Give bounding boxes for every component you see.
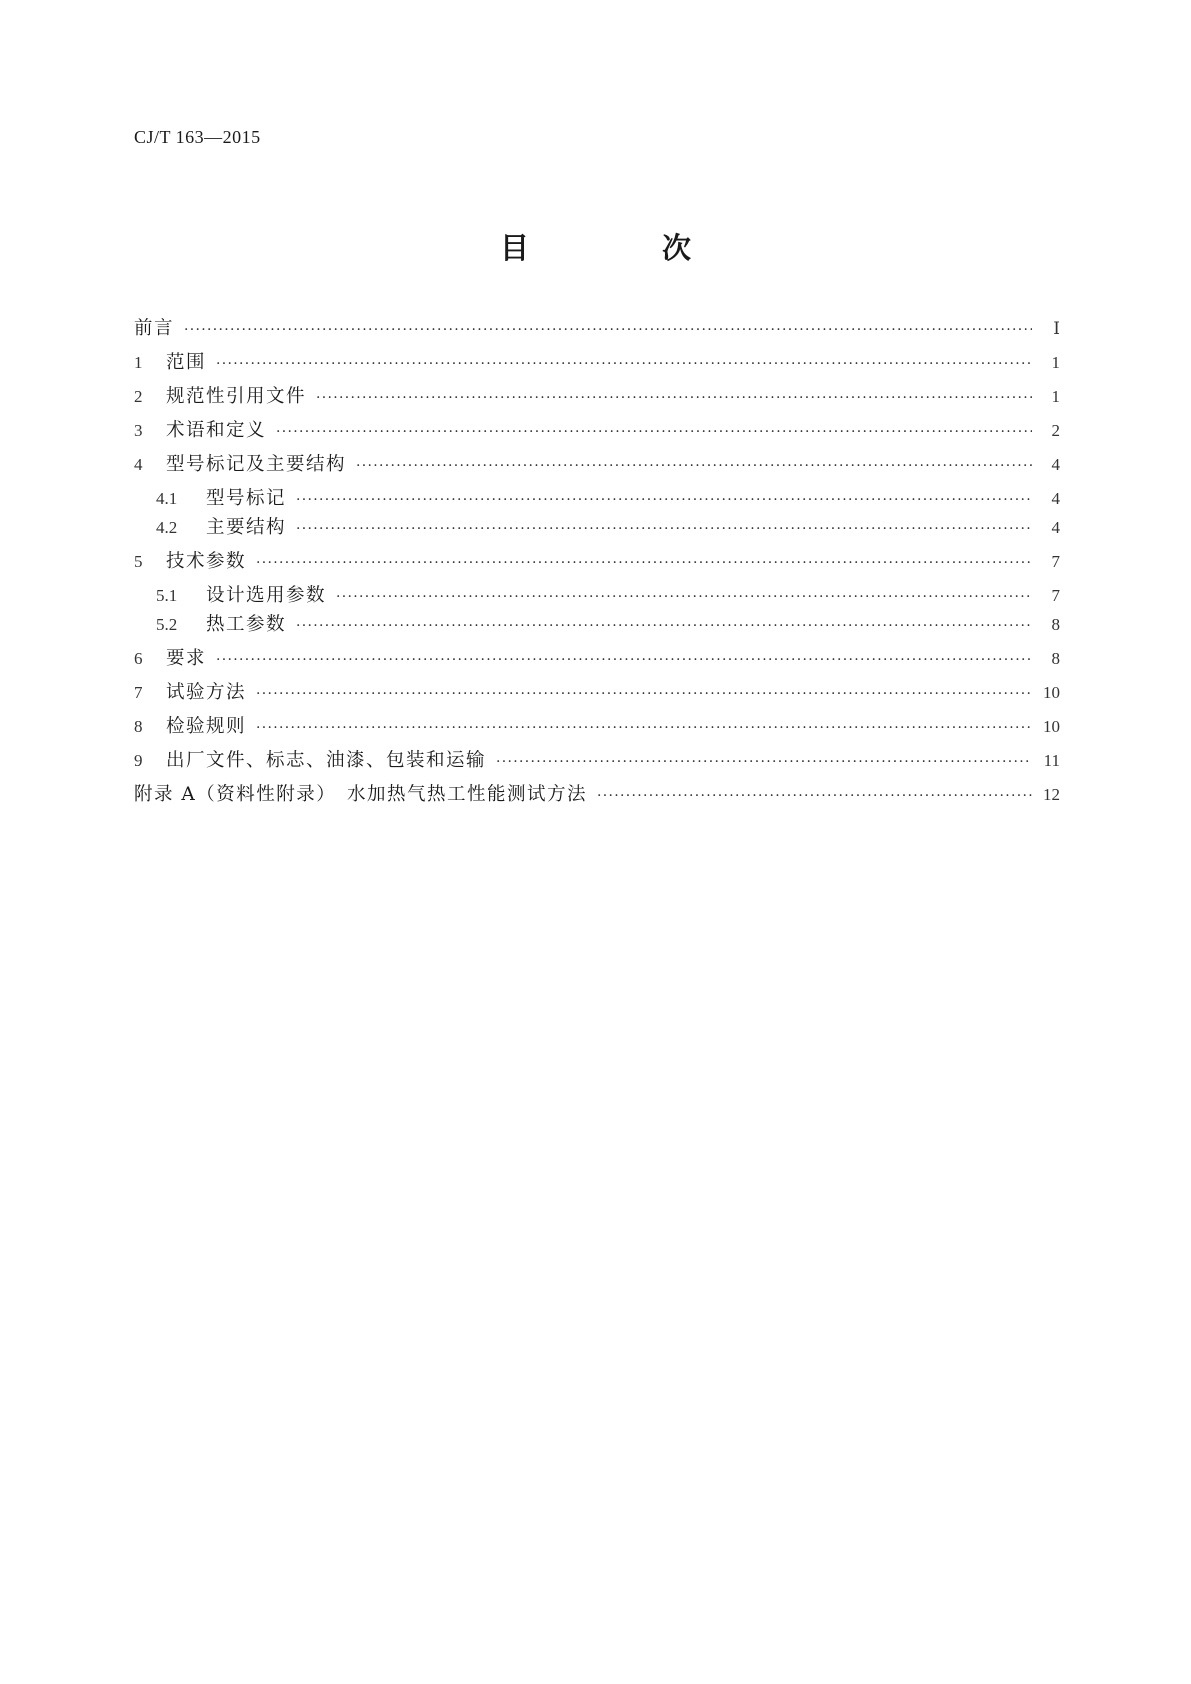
leader-dots bbox=[216, 646, 1032, 674]
leader-dots bbox=[597, 782, 1032, 810]
toc-entry-page: 4 bbox=[1051, 489, 1060, 508]
toc-entry-number: 4.2 bbox=[156, 518, 178, 537]
toc-entry-page: 8 bbox=[1051, 649, 1060, 668]
leader-dots bbox=[336, 583, 1032, 611]
leader-dots bbox=[296, 612, 1032, 640]
leader-dots bbox=[256, 714, 1032, 742]
toc-entry-label: 要求 bbox=[166, 648, 207, 669]
toc-entry-2[interactable] bbox=[134, 383, 1060, 411]
toc-entry-label: 前言 bbox=[134, 318, 175, 339]
toc-entry-5-1[interactable] bbox=[156, 582, 1060, 610]
toc-entry-label: 范围 bbox=[166, 352, 207, 373]
leader-dots bbox=[276, 418, 1032, 446]
toc-entry-number: 7 bbox=[134, 683, 143, 702]
toc-entry-label: 技术参数 bbox=[166, 551, 247, 572]
toc-entry-1[interactable] bbox=[134, 349, 1060, 377]
toc-entry-appendix-a[interactable] bbox=[134, 781, 1060, 809]
toc-entry-6[interactable] bbox=[134, 645, 1060, 673]
toc-entry-label: 热工参数 bbox=[206, 614, 287, 635]
toc-entry-page: 11 bbox=[1043, 751, 1060, 770]
toc-entry-7[interactable] bbox=[134, 679, 1060, 707]
leader-dots bbox=[356, 452, 1032, 480]
toc-entry-number: 3 bbox=[134, 421, 143, 440]
toc-entry-number: 4.1 bbox=[156, 489, 178, 508]
toc-entry-number: 8 bbox=[134, 717, 143, 736]
toc-entry-label: 出厂文件、标志、油漆、包装和运输 bbox=[166, 750, 487, 771]
toc-entry-page: Ⅰ bbox=[1053, 319, 1060, 338]
toc-entry-page: 8 bbox=[1051, 615, 1060, 634]
toc-entry-number: 4 bbox=[134, 455, 143, 474]
toc-entry-page: 2 bbox=[1051, 421, 1060, 440]
toc-entry-label: 主要结构 bbox=[206, 517, 287, 538]
toc-entry-number: 5 bbox=[134, 552, 143, 571]
toc-entry-4[interactable] bbox=[134, 451, 1060, 479]
toc-entry-4-2[interactable] bbox=[156, 514, 1060, 542]
leader-dots bbox=[184, 316, 1032, 344]
toc-entry-page: 7 bbox=[1051, 552, 1060, 571]
leader-dots bbox=[256, 549, 1032, 577]
toc-entry-number: 1 bbox=[134, 353, 143, 372]
toc-entry-number: 5.1 bbox=[156, 586, 178, 605]
toc-entry-page: 4 bbox=[1051, 455, 1060, 474]
toc-entry-label: 试验方法 bbox=[166, 682, 247, 703]
toc-entry-foreword[interactable] bbox=[134, 315, 1060, 343]
toc-entry-page: 1 bbox=[1051, 387, 1060, 406]
toc-entry-label: 设计选用参数 bbox=[206, 585, 327, 606]
toc-entry-label: 型号标记 bbox=[206, 488, 287, 509]
toc-entry-8[interactable] bbox=[134, 713, 1060, 741]
toc-entry-5-2[interactable] bbox=[156, 611, 1060, 639]
toc-entry-label: 检验规则 bbox=[166, 716, 247, 737]
leader-dots bbox=[296, 486, 1032, 514]
toc-title: 目 次 bbox=[499, 231, 743, 265]
toc-entry-number: 9 bbox=[134, 751, 143, 770]
toc-entry-label: 规范性引用文件 bbox=[166, 386, 307, 407]
toc-entry-label: 附录 A（资料性附录） 水加热气热工性能测试方法 bbox=[134, 784, 587, 805]
leader-dots bbox=[496, 748, 1032, 776]
toc-entry-number: 2 bbox=[134, 387, 143, 406]
toc-entry-number: 5.2 bbox=[156, 615, 178, 634]
toc-entry-label: 术语和定义 bbox=[166, 420, 267, 441]
toc-entry-page: 10 bbox=[1043, 683, 1060, 702]
toc-entry-page: 10 bbox=[1043, 717, 1060, 736]
leader-dots bbox=[316, 384, 1032, 412]
toc-entry-page: 4 bbox=[1051, 518, 1060, 537]
toc-entry-page: 12 bbox=[1043, 785, 1060, 804]
document-code: CJ/T 163—2015 bbox=[134, 127, 261, 147]
leader-dots bbox=[256, 680, 1032, 708]
toc-entry-3[interactable] bbox=[134, 417, 1060, 445]
toc-entry-page: 1 bbox=[1051, 353, 1060, 372]
toc-entry-label: 型号标记及主要结构 bbox=[166, 454, 347, 475]
toc-entry-9[interactable] bbox=[134, 747, 1060, 775]
leader-dots bbox=[216, 350, 1032, 378]
toc-entry-5[interactable] bbox=[134, 548, 1060, 576]
leader-dots bbox=[296, 515, 1032, 543]
toc-entry-4-1[interactable] bbox=[156, 485, 1060, 513]
toc-entry-page: 7 bbox=[1051, 586, 1060, 605]
toc-entry-number: 6 bbox=[134, 649, 143, 668]
